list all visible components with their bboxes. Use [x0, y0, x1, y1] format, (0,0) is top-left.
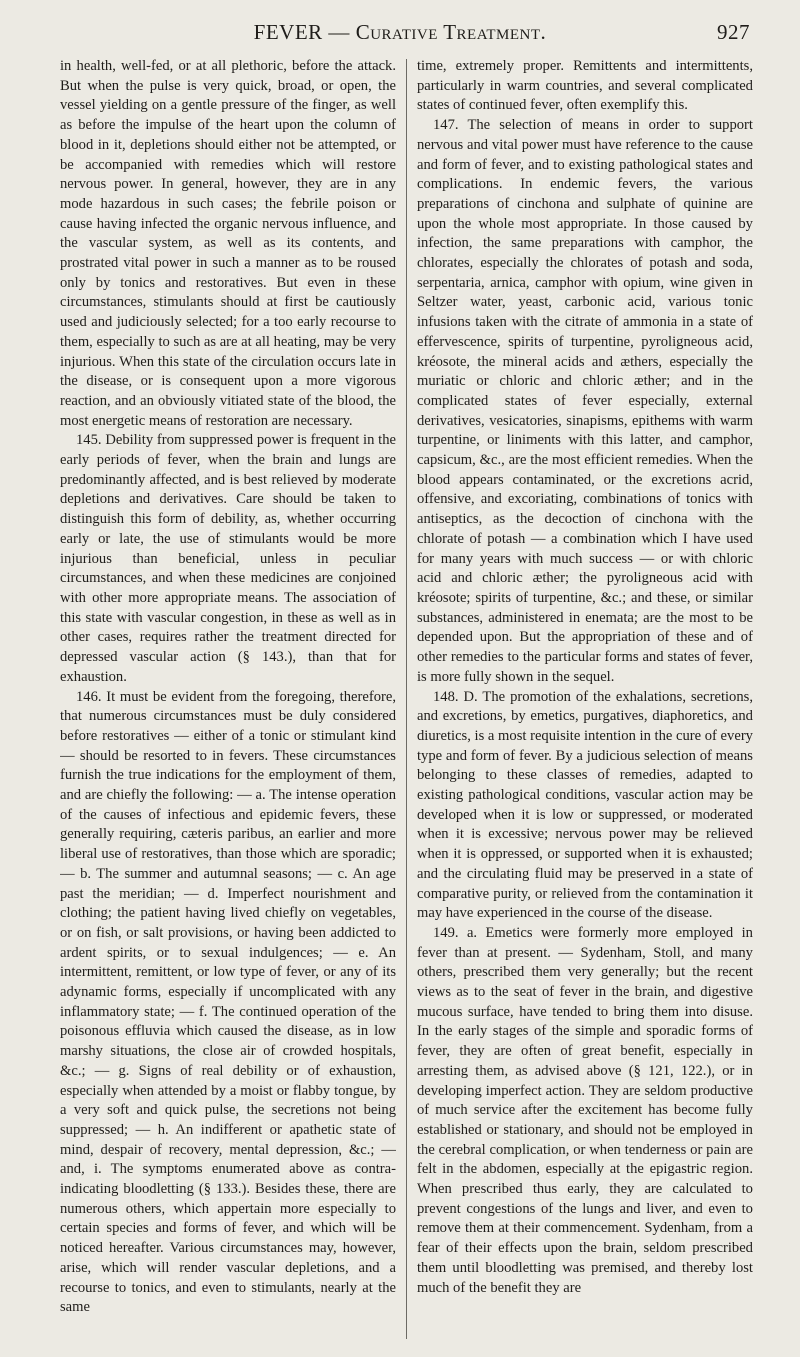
paragraph: 147. The selection of means in order to support nervous and vital power must have reference to the cause and form of fever, and to existing pathological states and complications. In endemic fevers, the various preparations of cinchona and sulphate of quinine are upon the whole most appropriate. In those caused by infection, the same preparations with camphor, the chlorates, especially the chlorates of potash and soda, serpentaria, arnica, camphor with opium, wine given in Seltzer water, yeast, carbonic acid, various tonic infusions taken with the citrate of ammonia in a state of effervescence, spirits of turpentine, pyroligneous acid, kréosote, the mineral acids and æthers, especially the muriatic or chloric and chloric æther; and in the complicated states of fever especially, external derivatives, vesicatories, sinapisms, epithems with warm turpentine, or liniments with this latter, and camphor, capsicum, &c., are the most efficient remedies. When the blood appears contaminated, or the excretions acrid, offensive, and excoriating, combinations of tonics with antiseptics, as the decoction of cinchona with the chlorate of potash — a combination which I have used for many years with much success — or with chloric acid and chloric æther; the pyroligneous acid with kréosote; spirits of turpentine, &c.; and these, or similar substances, administered in enemata; are the most to be depended upon. But the appropriation of these and of other remedies to the particular forms and states of fever, is more fully shown in the sequel. — [416, 117, 753, 685]
running-header — [50, 20, 750, 52]
right-column — [417, 57, 753, 1347]
running-title: FEVER — Curative Treatment. — [253, 20, 547, 44]
paragraph: in health, well-fed, or at all plethoric, before the attack. But when the pulse is very quick, broad, or open, the vessel yielding on a gentle pressure of the finger, as well as before the impulse of the heart upon the column of blood in it, depletions should either not be attempted, or be accompanied with remedies which will restore nervous power. In general, however, they are in any mode hazardous in such cases; the febrile poison or cause having infected the organic nervous influence, and the vascular system, as well as its contents, and prostrated vital power in such a manner as to be roused only by tonics and restoratives. But even in these circumstances, stimulants should at first be cautiously used and judiciously selected; for a too early recourse to them, especially to such as are at all heating, may be very injurious. When this state of the circulation occurs late in the disease, or is consequent upon a more vigorous reaction, and an obviously vitiated state of the blood, the most energetic means of restoration are necessary. — [60, 58, 396, 429]
page-number: 927 — [717, 20, 750, 44]
left-column — [60, 57, 396, 1347]
text-columns — [60, 57, 753, 1347]
paragraph: time, extremely proper. Remittents and intermittents, particularly in warm countries, and several complicated states of continued fever, often exemplify this. — [416, 58, 753, 114]
paragraph: 145. Debility from suppressed power is frequent in the early periods of fever, when the brain and lungs are predominantly affected, and is best relieved by moderate depletions and derivatives. Care should be taken to distinguish this form of debility, as, whether occurring early or late, the use of stimulants would be more injurious than beneficial, unless in peculiar circumstances, and when these medicines are conjoined with other more appropriate means. The association of this state with vascular congestion, in these as well as in other cases, requires rather the treatment directed for depressed vascular action (§ 143.), than that for exhaustion. — [60, 432, 396, 685]
paragraph: 146. It must be evident from the foregoing, therefore, that numerous circumstances must be duly considered before restoratives — either of a tonic or stimulant kind — should be resorted to in fevers. These circumstances furnish the true indications for the employment of them, and are chiefly the following: — a. The intense operation of the causes of infectious and epidemic fevers, these generally requiring, cæteris paribus, an earlier and more liberal use of restoratives, than those which are sporadic; — b. The summer and autumnal seasons; — c. An age past the meridian; — d. Imperfect nourishment and clothing; the patient having lived chiefly on vegetables, or on fish, or salt provisions, or having been addicted to ardent spirits, or to sexual indulgences; — e. An intermittent, remittent, or low type of fever, or any of its adynamic forms, especially if uncomplicated with any inflammatory state; — f. The continued operation of the poisonous effluvia which caused the disease, as in low marshy situations, the close air of crowded hospitals, &c.; — g. Signs of real debility or of exhaustion, especially when attended by a moist or flabby tongue, by a very soft and quick pulse, the secretions not being suppressed; — h. An indifferent or apathetic state of mind, despair of recovery, mental depression, &c.; — and, i. The symptoms enumerated above as contra-indicating bloodletting (§ 133.). Besides these, there are numerous others, which appertain more especially to certain species and forms of fever, and which will be noticed hereafter. Various circumstances may, however, arise, which will render vascular depletions, and a recourse to tonics, and even to stimulants, nearly at the same — [60, 688, 396, 1316]
paragraph: 149. a. Emetics were formerly more employed in fever than at present. — Sydenham, Stoll, and many others, prescribed them very generally; but the recent views as to the seat of fever in the brain, and digestive mucous surface, have tended to bring them into disuse. In the early stages of the simple and sporadic forms of fever, they are often of great benefit, especially in arresting them, as advised above (§ 121, 122.), or in developing imperfect action. They are seldom productive of much service after the excitement has become fully established or stationary, and should not be employed in the cerebral complication, or when tenderness or pain are felt in the abdomen, especially at the epigastric region. When prescribed thus early, they are calculated to prevent congestions of the lungs and liver, and even to remove them at their commencement. Sydenham, from a fear of their effects upon the brain, seldom prescribed them until bloodletting was premised, and thereby lost much of the benefit they are — [416, 924, 753, 1296]
paragraph: 148. D. The promotion of the exhalations, secretions, and excretions, by emetics, purgatives, diaphoretics, and diuretics, is a most requisite intention in the cure of every type and form of fever. By a judicious selection of means belonging to these classes of remedies, adapted to existing pathological conditions, vascular action may be developed when it is low or suppressed, or moderated when it is excessive; nervous power may be relieved when it is oppressed, or supported when it is exhausted; and the circulating fluid may be preserved in a state of comparative purity, or relieved from the contamination it may have experienced in the course of the disease. — [416, 688, 753, 922]
column-divider — [406, 59, 407, 1339]
